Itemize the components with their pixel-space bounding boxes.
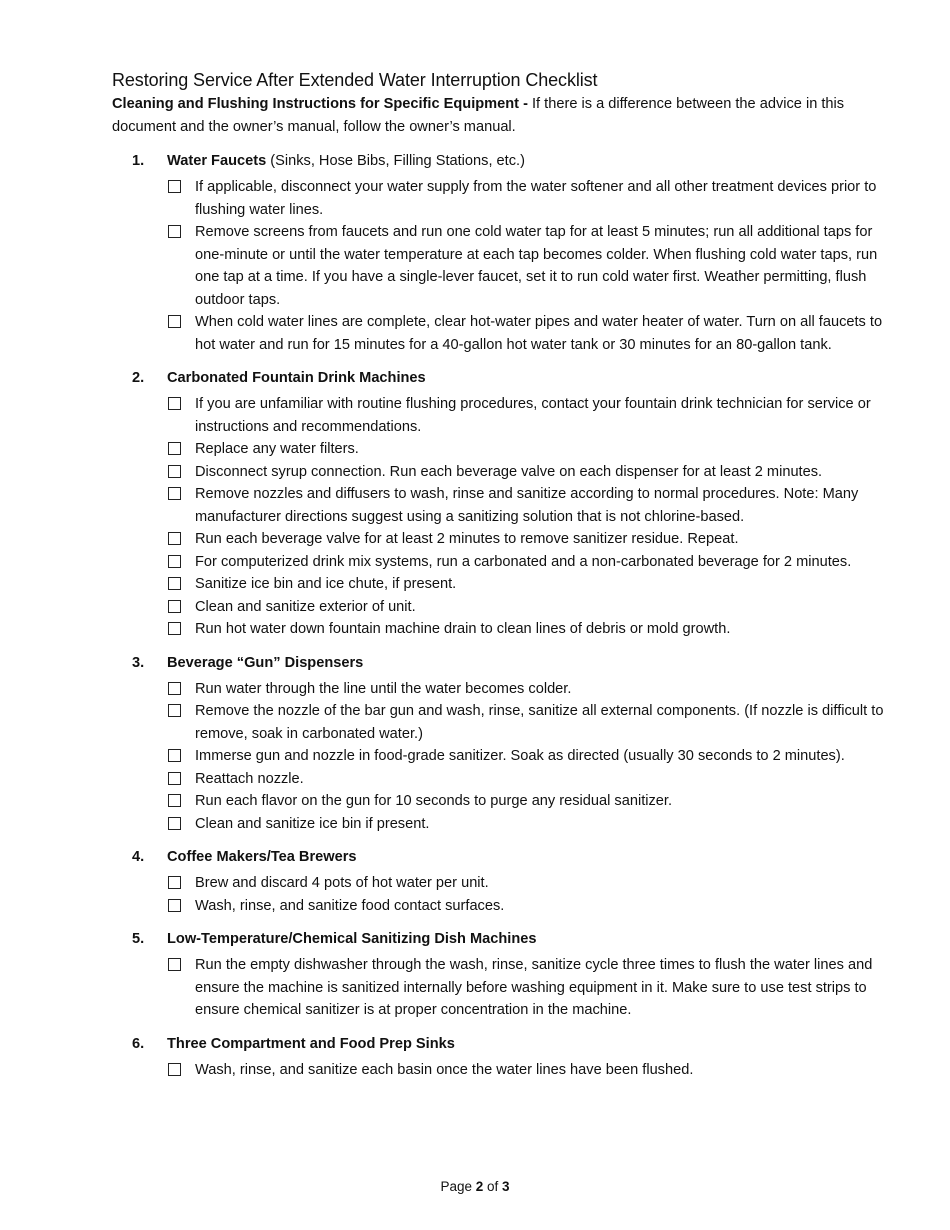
- section-number: 4.: [132, 849, 145, 865]
- checklist-item: [0, 461, 950, 484]
- page-label: Page: [440, 1179, 476, 1194]
- checklist-item-text: For computerized drink mix systems, run a carbonated and a non-carbonated beverage for 2 minutes.: [195, 553, 852, 570]
- section-compartment-sinks: [0, 1033, 950, 1082]
- section-title: Carbonated Fountain Drink Machines: [167, 370, 426, 386]
- checklist-item: [0, 573, 950, 596]
- checklist-item-text: Run each flavor on the gun for 10 seconds to purge any residual sanitizer.: [195, 793, 673, 809]
- checklist-item-text: Reattach nozzle.: [195, 770, 304, 787]
- checklist-item: [0, 551, 950, 574]
- section-number: 6.: [132, 1035, 145, 1052]
- checkbox[interactable]: [168, 487, 181, 500]
- checkbox[interactable]: [168, 899, 181, 912]
- page-current: 2: [475, 1179, 484, 1194]
- checkbox[interactable]: [168, 704, 181, 717]
- checklist-item-text: If you are unfamiliar with routine flushing procedures, contact your fountain drink technician for service or instructions and recommendations.: [195, 396, 871, 435]
- checkbox[interactable]: [168, 577, 181, 590]
- page-of: of: [483, 1179, 503, 1194]
- checklist-item: [0, 1059, 950, 1082]
- checkbox[interactable]: [168, 958, 181, 971]
- section-fountain-drink-machines: [0, 367, 950, 641]
- section-dish-machines: [0, 928, 950, 1022]
- checklist: [0, 954, 950, 1022]
- checklist-item-text: Disconnect syrup connection. Run each beverage valve on each dispenser for at least 2 minutes.: [195, 463, 823, 480]
- checklist-item: [0, 872, 950, 895]
- checklist-item-text: Remove the nozzle of the bar gun and wash, rinse, sanitize all external components. (If nozzle is difficult to remove, soak in carbonated water.): [195, 703, 884, 742]
- checklist-item: [0, 678, 950, 701]
- checklist-item-text: When cold water lines are complete, clear hot-water pipes and water heater of water. Turn on all faucets to hot water and run for 15 minutes for a 40-gallon hot water tank or 30 minutes for an 80-gallon tank.: [195, 314, 883, 353]
- page-total: 3: [502, 1179, 510, 1194]
- checkbox[interactable]: [168, 772, 181, 785]
- section-header: [0, 1033, 950, 1055]
- checklist-item: [0, 483, 950, 528]
- section-note: (Sinks, Hose Bibs, Filling Stations, etc.): [266, 153, 525, 169]
- section-title: Low-Temperature/Chemical Sanitizing Dish Machines: [167, 931, 537, 947]
- checklist-item-text: Run water through the line until the water becomes colder.: [195, 680, 572, 697]
- checkbox[interactable]: [168, 622, 181, 635]
- checklist-item: [0, 596, 950, 619]
- section-water-faucets: [0, 150, 950, 356]
- checklist-item-text: Wash, rinse, and sanitize each basin once the water lines have been flushed.: [195, 1061, 694, 1078]
- section-title: [167, 150, 525, 172]
- checkbox[interactable]: [168, 442, 181, 455]
- checklist-item: [0, 895, 950, 918]
- checklist-item: [0, 790, 950, 813]
- section-header: [0, 652, 950, 674]
- checklist-item-text: Brew and discard 4 pots of hot water per unit.: [195, 875, 489, 891]
- checklist-item-text: Run hot water down fountain machine drain to clean lines of debris or mold growth.: [195, 621, 731, 637]
- checklist-item: [0, 954, 950, 1022]
- section-beverage-gun-dispensers: [0, 652, 950, 836]
- checklist: [0, 1059, 950, 1082]
- intro-bold: Cleaning and Flushing Instructions for Specific Equipment -: [112, 96, 528, 112]
- checklist-item-text: Run the empty dishwasher through the wash, rinse, sanitize cycle three times to flush the water lines and ensure the machine is sanitized internally before washing equipment in it. Make sure to use test strips to ensure chemical sanitizer is at proper concentration in the machine.: [195, 957, 873, 1018]
- checklist-item-text: Remove nozzles and diffusers to wash, rinse and sanitize according to normal procedures. Note: Many manufacturer directions suggest using a sanitizing solution that is not chlorine-based.: [195, 486, 859, 525]
- checklist-item: [0, 618, 950, 641]
- document-title: Restoring Service After Extended Water Interruption Checklist: [112, 70, 598, 90]
- checklist-item-text: Clean and sanitize ice bin if present.: [195, 815, 430, 832]
- section-number: 2.: [132, 370, 145, 386]
- checkbox[interactable]: [168, 682, 181, 695]
- checklist-item: [0, 393, 950, 438]
- checklist-item: [0, 221, 950, 311]
- checklist-item: [0, 438, 950, 461]
- checklist-item-text: Remove screens from faucets and run one cold water tap for at least 5 minutes; run all additional taps for one-minute or until the water temperature at each tap becomes colder. When flushing cold water taps, run one tap at a time. If you have a single-lever faucet, set it to run cold water first. Weather permitting, flush outdoor taps.: [195, 224, 878, 308]
- checkbox[interactable]: [168, 315, 181, 328]
- checklist: [0, 872, 950, 917]
- checklist-item: [0, 700, 950, 745]
- section-number: 1.: [132, 153, 145, 169]
- intro-paragraph: [112, 93, 892, 138]
- checkbox[interactable]: [168, 225, 181, 238]
- section-header: [0, 928, 950, 950]
- checkbox[interactable]: [168, 397, 181, 410]
- checklist-item: [0, 311, 950, 356]
- checklist: [0, 678, 950, 836]
- checkbox[interactable]: [168, 600, 181, 613]
- checklist-item: [0, 176, 950, 221]
- checklist-item-text: If applicable, disconnect your water supply from the water softener and all other treatment devices prior to flushing water lines.: [195, 179, 877, 218]
- checklist-item-text: Run each beverage valve for at least 2 minutes to remove sanitizer residue. Repeat.: [195, 531, 739, 547]
- checklist-item: [0, 813, 950, 836]
- section-number: 5.: [132, 931, 145, 947]
- section-coffee-tea-brewers: [0, 846, 950, 917]
- checklist: [0, 393, 950, 641]
- section-title: Coffee Makers/Tea Brewers: [167, 849, 357, 865]
- checkbox[interactable]: [168, 817, 181, 830]
- checklist-item: [0, 528, 950, 551]
- checklist-sections: [0, 150, 950, 1092]
- checkbox[interactable]: [168, 532, 181, 545]
- checklist-item-text: Replace any water filters.: [195, 441, 359, 457]
- page-footer: [0, 1177, 950, 1197]
- section-header: [0, 150, 950, 172]
- section-header: [0, 846, 950, 868]
- checkbox[interactable]: [168, 180, 181, 193]
- checkbox[interactable]: [168, 794, 181, 807]
- checklist-item: [0, 768, 950, 791]
- checklist-item-text: Immerse gun and nozzle in food-grade sanitizer. Soak as directed (usually 30 seconds to 2 minutes).: [195, 748, 845, 764]
- checkbox[interactable]: [168, 1063, 181, 1076]
- checklist-item-text: Sanitize ice bin and ice chute, if present.: [195, 576, 457, 592]
- checkbox[interactable]: [168, 749, 181, 762]
- checkbox[interactable]: [168, 555, 181, 568]
- intro-text: If there is a difference between the advice in this document and the owner’s manual, follow the owner’s manual.: [112, 96, 845, 135]
- checklist-item: [0, 745, 950, 768]
- section-title: Three Compartment and Food Prep Sinks: [167, 1035, 455, 1052]
- checklist-item-text: Wash, rinse, and sanitize food contact surfaces.: [195, 897, 505, 914]
- checkbox[interactable]: [168, 876, 181, 889]
- section-header: [0, 367, 950, 389]
- section-title-text: Water Faucets: [167, 153, 267, 169]
- checklist-item-text: Clean and sanitize exterior of unit.: [195, 598, 416, 615]
- checkbox[interactable]: [168, 465, 181, 478]
- section-number: 3.: [132, 654, 145, 671]
- section-title: Beverage “Gun” Dispensers: [167, 654, 364, 671]
- checklist: [0, 176, 950, 356]
